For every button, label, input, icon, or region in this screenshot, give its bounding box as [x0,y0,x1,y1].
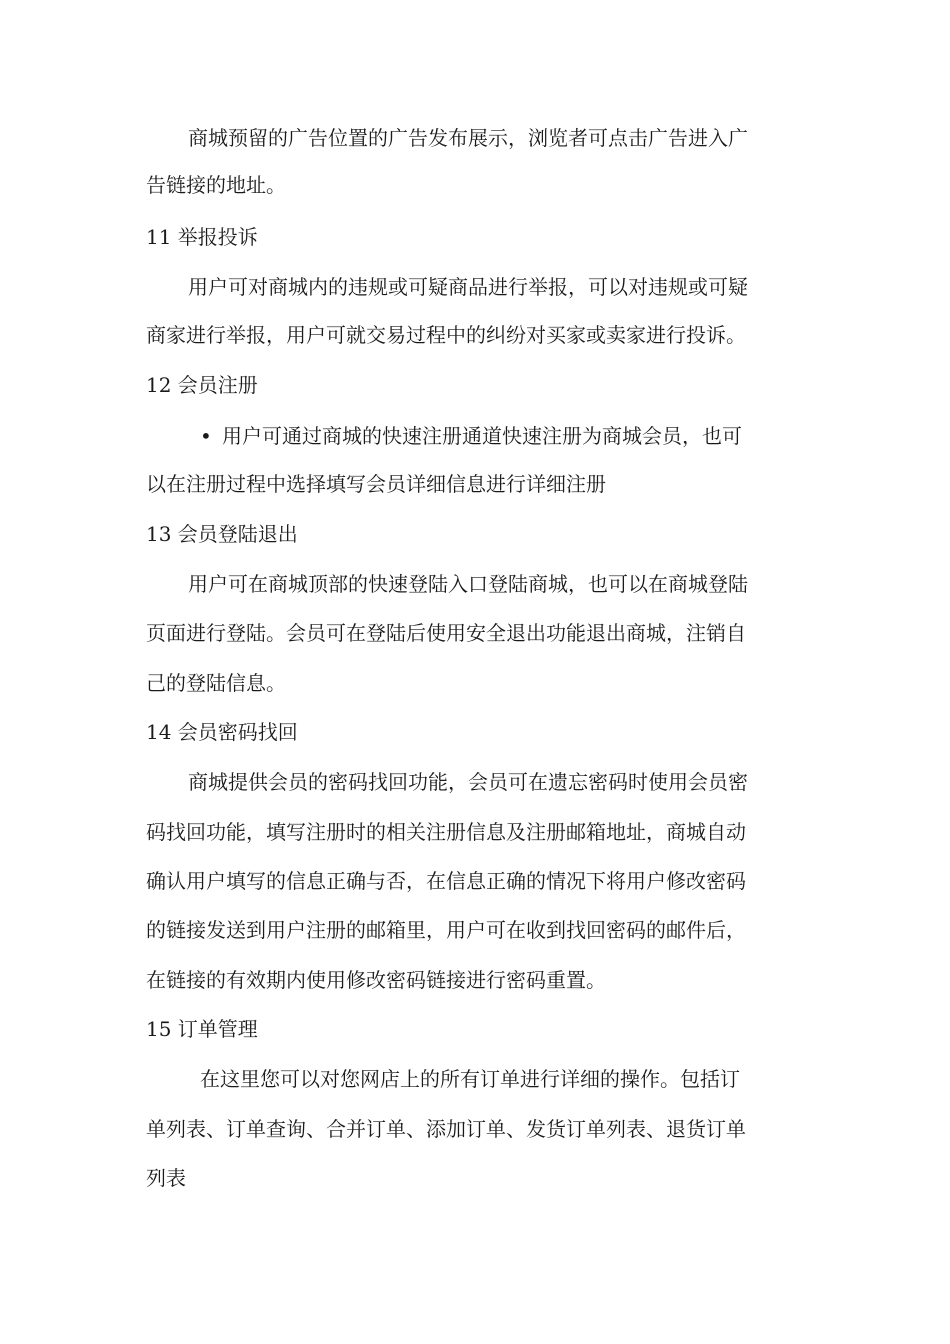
section-heading-report: 11 举报投诉 [146,225,258,249]
section-heading-login-logout: 13 会员登陆退出 [146,522,298,546]
paragraph-line: 确认用户填写的信息正确与否，在信息正确的情况下将用户修改密码 [146,869,746,893]
paragraph-line: 页面进行登陆。会员可在登陆后使用安全退出功能退出商城，注销自 [146,621,746,645]
paragraph-line: 用户可对商城内的违规或可疑商品进行举报，可以对违规或可疑 [188,275,748,299]
paragraph-line: 己的登陆信息。 [146,671,286,695]
paragraph-line: 在链接的有效期内使用修改密码链接进行密码重置。 [146,968,606,992]
paragraph-line: 在这里您可以对您网店上的所有订单进行详细的操作。包括订 [200,1067,740,1091]
paragraph-line: 列表 [146,1166,186,1190]
section-heading-password-recovery: 14 会员密码找回 [146,720,298,744]
paragraph-line: 的链接发送到用户注册的邮箱里，用户可在收到找回密码的邮件后， [146,918,746,942]
paragraph-line: 以在注册过程中选择填写会员详细信息进行详细注册 [146,472,606,496]
paragraph-line: 单列表、订单查询、合并订单、添加订单、发货订单列表、退货订单 [146,1117,746,1141]
paragraph-line: 码找回功能，填写注册时的相关注册信息及注册邮箱地址，商城自动 [146,820,746,844]
bullet-item [200,424,742,448]
section-heading-order-management: 15 订单管理 [146,1017,258,1041]
section-heading-register: 12 会员注册 [146,373,258,397]
paragraph-line: 商家进行举报，用户可就交易过程中的纠纷对买家或卖家进行投诉。 [146,323,746,347]
paragraph-line: 商城预留的广告位置的广告发布展示，浏览者可点击广告进入广 [188,126,748,150]
paragraph-line: 告链接的地址。 [146,173,286,197]
paragraph-line: 用户可在商城顶部的快速登陆入口登陆商城，也可以在商城登陆 [188,572,748,596]
bullet-text: 用户可通过商城的快速注册通道快速注册为商城会员，也可 [222,424,742,448]
paragraph-line: 商城提供会员的密码找回功能，会员可在遗忘密码时使用会员密 [188,770,748,794]
bullet-icon: • [200,424,212,448]
